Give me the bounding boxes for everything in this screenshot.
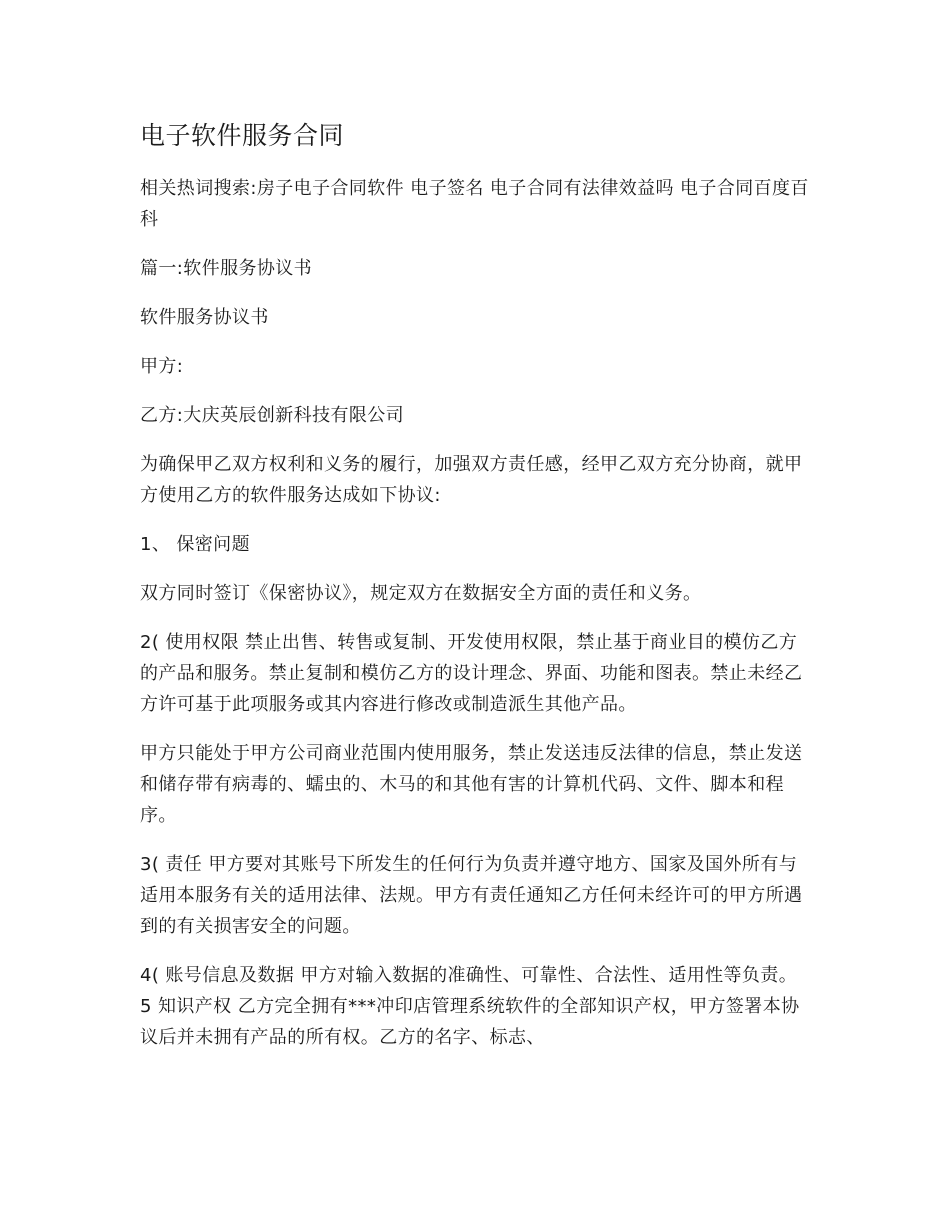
document-page: [140, 118, 812, 1071]
clause-1-body: 双方同时签订《保密协议》，规定双方在数据安全方面的责任和义务。: [140, 583, 702, 604]
keywords-line: 相关热词搜索:房子电子合同软件 电子签名 电子合同有法律效益吗 电子合同百度百科: [140, 178, 809, 230]
clause-2-body: 2( 使用权限 禁止出售、转售或复制、开发使用权限，禁止基于商业目的模仿乙方的产品和服务。禁止复制和模仿乙方的设计理念、界面、功能和图表。禁止未经乙方许可基于此项服务或其内容进行修改或制造派生其他产品。: [140, 632, 803, 715]
clause-1-heading: 1、 保密问题: [140, 534, 250, 555]
clause-2-continued: 甲方只能处于甲方公司商业范围内使用服务，禁止发送违反法律的信息，禁止发送和储存带有病毒的、蠕虫的、木马的和其他有害的计算机代码、文件、脚本和程序。: [140, 743, 803, 826]
clause-3-body: 3( 责任 甲方要对其账号下所发生的任何行为负责并遵守地方、国家及国外所有与适用本服务有关的适用法律、法规。甲方有责任通知乙方任何未经许可的甲方所遇到的有关损害安全的问题。: [140, 854, 803, 937]
clause-4-body: 4( 账号信息及数据 甲方对输入数据的准确性、可靠性、合法性、适用性等负责。 5 知识产权 乙方完全拥有***冲印店管理系统软件的全部知识产权，甲方签署本协议后并未拥有产品的所有权。乙方的名字、标志、: [140, 965, 800, 1048]
preamble-paragraph: 为确保甲乙双方权利和义务的履行，加强双方责任感，经甲乙双方充分协商，就甲方使用乙方的软件服务达成如下协议:: [140, 454, 803, 506]
agreement-title: 软件服务协议书: [140, 307, 269, 328]
section-heading: 篇一:软件服务协议书: [140, 258, 313, 279]
party-a-line: 甲方:: [140, 356, 184, 377]
document-title: 电子软件服务合同: [140, 121, 345, 150]
party-b-line: 乙方:大庆英辰创新科技有限公司: [140, 405, 405, 426]
